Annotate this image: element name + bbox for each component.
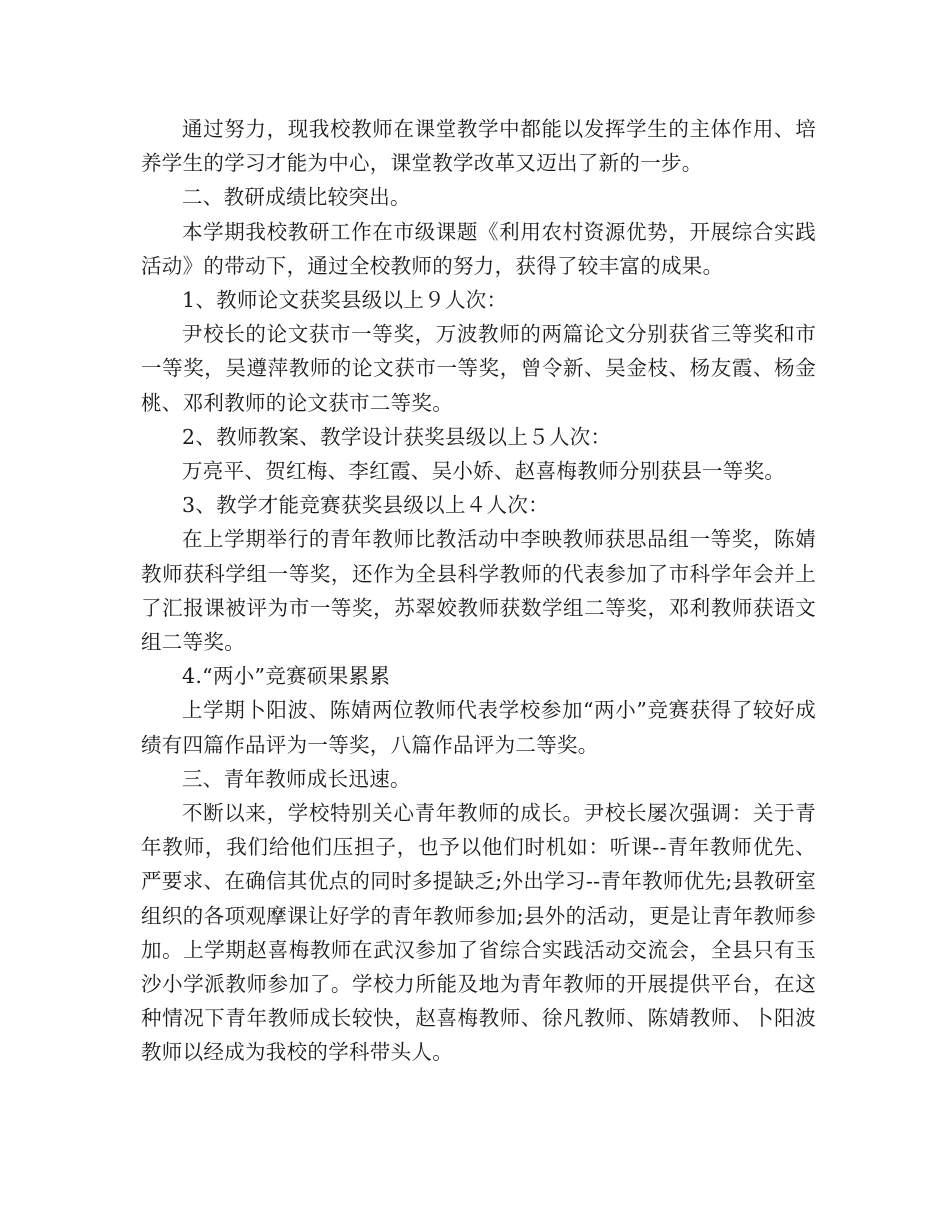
subheading-two-small-contest: 4.“两小”竞赛硕果累累 <box>182 664 391 689</box>
section-heading-3: 三、青年教师成长迅速。 <box>182 766 411 791</box>
paragraph-intro: 通过努力，现我校教师在课堂教学中都能以发挥学生的主体作用、培养学生的学习才能为中心，课堂教学改革又迈出了新的一步。 <box>141 117 816 176</box>
paragraph-teaching-contest: 在上学期举行的青年教师比教活动中李映教师获思品组一等奖，陈婧教师获科学组一等奖，还作为全县科学教师的代表参加了市科学年会并上了汇报课被评为市一等奖，苏翠姣教师获数学组二等奖，邓利教师获语文组二等奖。 <box>141 527 816 655</box>
paragraph-two-small-contest: 上学期卜阳波、陈婧两位教师代表学校参加“两小”竞赛获得了较好成绩有四篇作品评为一等奖，八篇作品评为二等奖。 <box>141 698 816 757</box>
subheading-papers: 1、教师论文获奖县级以上９人次： <box>182 288 508 313</box>
paragraph-young-teachers: 不断以来，学校特别关心青年教师的成长。尹校长屡次强调：关于青年教师，我们给他们压担子，也予以他们时机如：听课--青年教师优先、严要求、在确信其优点的同时多提缺乏;外出学习--青年教师优先;县教研室组织的各项观摩课让好学的青年教师参加;县外的活动，更是让青年教师参加。上学期赵喜梅教师在武汉参加了省综合实践活动交流会，全县只有玉沙小学派教师参加了。学校力所能及地为青年教师的开展提供平台，在这种情况下青年教师成长较快，赵喜梅教师、徐凡教师、陈婧教师、卜阳波教师以经成为我校的学科带头人。 <box>141 801 816 1065</box>
section-heading-2: 二、教研成绩比较突出。 <box>182 185 411 210</box>
subheading-lesson-plans: 2、教师教案、教学设计获奖县级以上５人次： <box>182 424 612 449</box>
paragraph-research-overview: 本学期我校教研工作在市级课题《利用农村资源优势，开展综合实践活动》的带动下，通过全校教师的努力，获得了较丰富的成果。 <box>141 219 816 278</box>
document-body <box>141 112 816 1070</box>
subheading-teaching-contest: 3、教学才能竞赛获奖县级以上４人次： <box>182 493 549 518</box>
paragraph-papers: 尹校长的论文获市一等奖，万波教师的两篇论文分别获省三等奖和市一等奖，吴遵萍教师的论文获市一等奖，曾令新、吴金枝、杨友霞、杨金桃、邓利教师的论文获市二等奖。 <box>141 322 816 415</box>
paragraph-lesson-plans: 万亮平、贺红梅、李红霞、吴小娇、赵喜梅教师分别获县一等奖。 <box>182 459 786 484</box>
